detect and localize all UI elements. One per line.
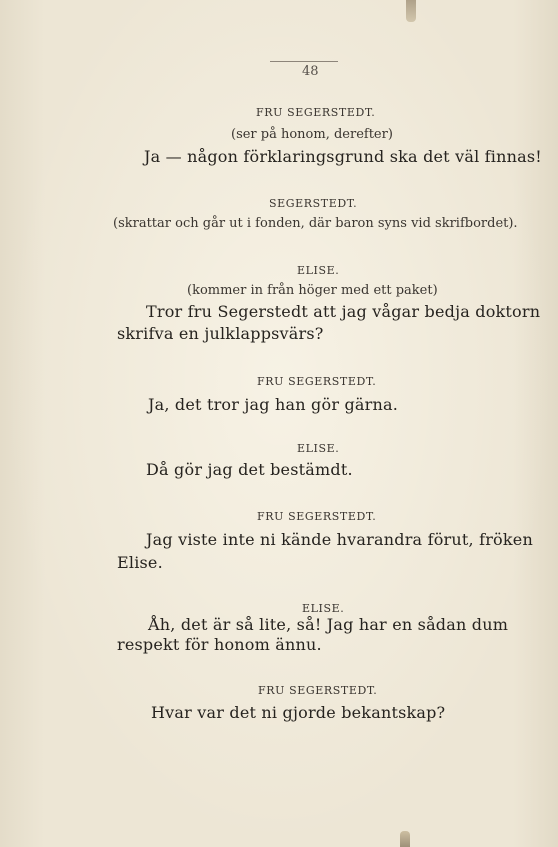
stage-direction: (kommer in från höger med ett paket) xyxy=(187,283,438,298)
stage-direction: (ser på honom, derefter) xyxy=(231,127,393,142)
speaker-heading: ELISE. xyxy=(297,442,340,455)
speaker-heading: ELISE. xyxy=(297,264,340,277)
stage-direction: (skrattar och går ut i fonden, där baron syns vid skrifbordet). xyxy=(113,216,518,231)
dialogue-line: Åh, det är så lite, så! Jag har en sådan dum xyxy=(148,615,509,634)
speaker-heading: FRU SEGERSTEDT. xyxy=(257,510,377,523)
speaker-heading: ELISE. xyxy=(302,602,345,615)
dialogue-line: Elise. xyxy=(117,553,163,572)
speaker-heading: FRU SEGERSTEDT. xyxy=(258,684,378,697)
header-rule xyxy=(270,61,338,62)
binding-thread-mark xyxy=(406,0,416,22)
binding-thread-mark xyxy=(400,831,410,847)
dialogue-line: Jag viste inte ni kände hvarandra förut, fröken xyxy=(146,530,533,549)
page-number: 48 xyxy=(302,64,319,79)
speaker-heading: FRU SEGERSTEDT. xyxy=(256,106,376,119)
dialogue-line: Ja, det tror jag han gör gärna. xyxy=(148,395,399,414)
speaker-heading: FRU SEGERSTEDT. xyxy=(257,375,377,388)
speaker-heading: SEGERSTEDT. xyxy=(269,197,358,210)
dialogue-line: Då gör jag det bestämdt. xyxy=(146,460,353,479)
dialogue-line: Tror fru Segerstedt att jag vågar bedja doktorn xyxy=(146,302,541,321)
dialogue-line: Ja — någon förklaringsgrund ska det väl finnas! xyxy=(144,147,542,166)
dialogue-line: skrifva en julklappsvärs? xyxy=(117,324,324,343)
dialogue-line: respekt för honom ännu. xyxy=(117,635,322,654)
dialogue-line: Hvar var det ni gjorde bekantskap? xyxy=(151,703,446,722)
